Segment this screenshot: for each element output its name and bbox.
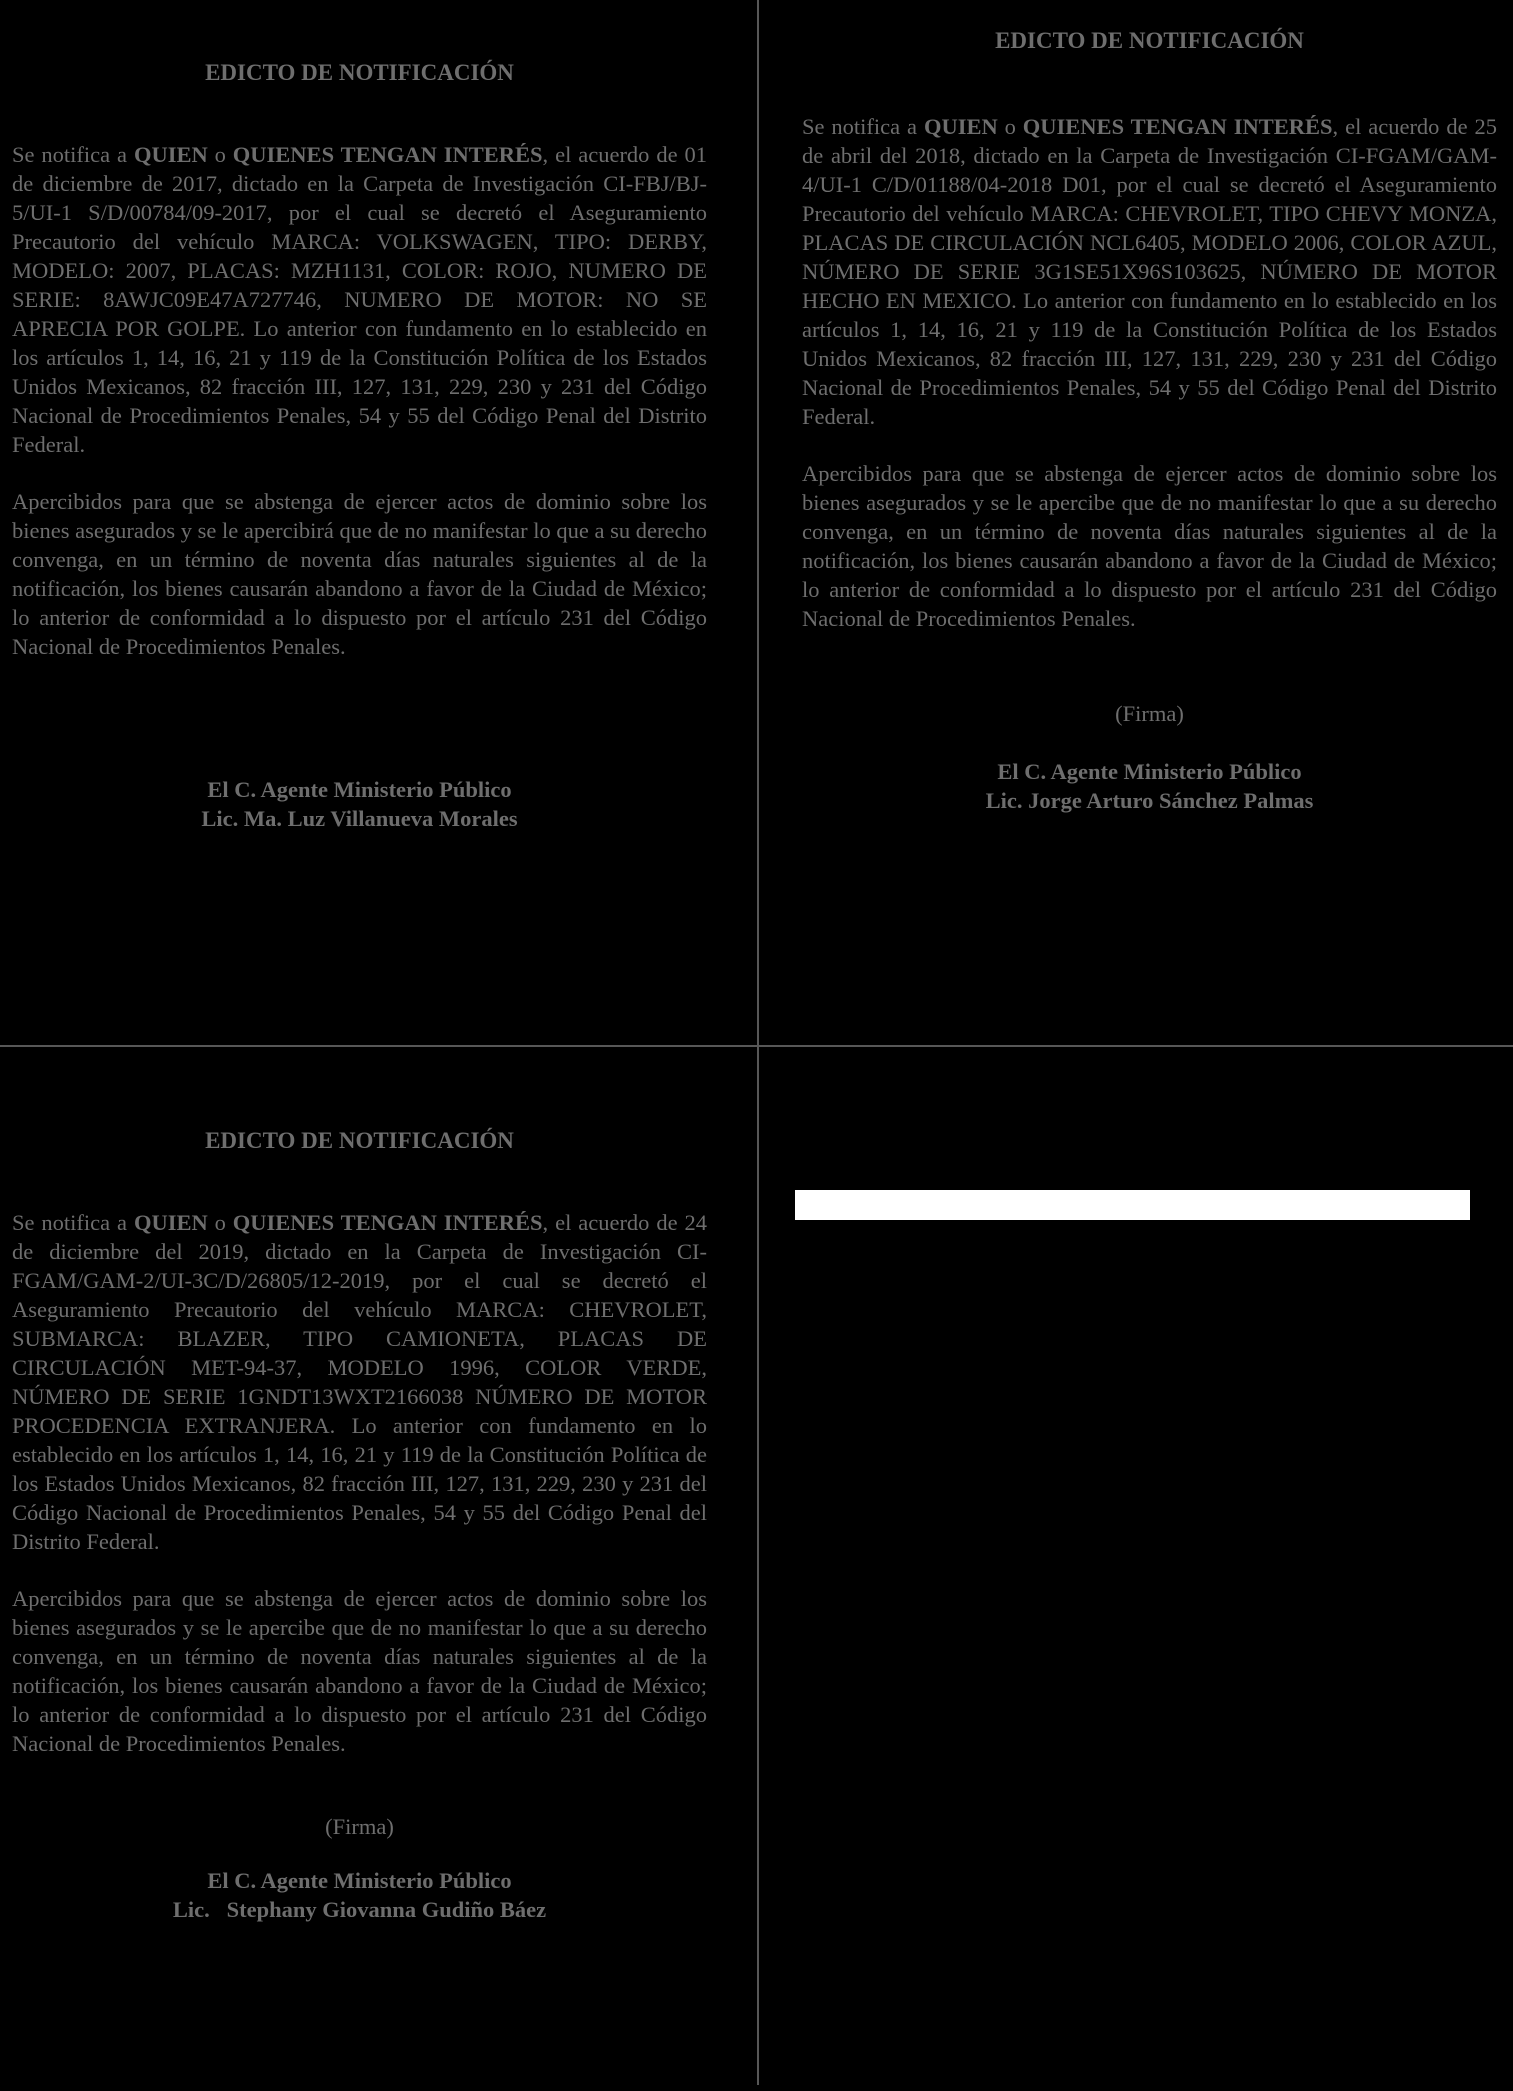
edict-bottom-left [12, 1046, 707, 1924]
signature-name: Lic. Jorge Arturo Sánchez Palmas [985, 788, 1314, 813]
p1-bold-interes: QUIENES TENGAN INTERÉS [232, 142, 543, 167]
firma-label: (Firma) [1115, 701, 1184, 726]
signature-role: El C. Agente Ministerio Público [207, 777, 512, 802]
edict-paragraph-2: Apercibidos para que se abstenga de ejercer actos de dominio sobre los bienes asegurados y se le apercibirá que de no manifestar lo que a su derecho convenga, en un término de noventa días naturales siguientes al de la notificación, los bienes causarán abandono a favor de la Ciudad de México; lo anterior de conformidad a lo dispuesto por el artículo 231 del Código Nacional de Procedimientos Penales. [12, 489, 707, 659]
edict-top-right [802, 0, 1497, 815]
vertical-divider [757, 0, 759, 2085]
p1-rest: , el acuerdo de 24 de diciembre del 2019, dictado en la Carpeta de Investigación CI-FGAM/GAM-2/UI-3C/D/26805/12-2019, por el cual se decretó el Aseguramiento Precautorio del vehículo MARCA: CHEVROLET, SUBMARCA: BLAZER, TIPO CAMIONETA, PLACAS DE CIRCULACIÓN MET-94-37, MODELO 1996, COLOR VERDE, NÚMERO DE SERIE 1GNDT13WXT2166038 NÚMERO DE MOTOR PROCEDENCIA EXTRANJERA. Lo anterior con fundamento en lo establecido en los artículos 1, 14, 16, 21 y 119 de la Constitución Política de los Estados Unidos Mexicanos, 82 fracción III, 127, 131, 229, 230 y 231 del Código Nacional de Procedimientos Penales, 54 y 55 del Código Penal del Distrito Federal. [12, 1210, 707, 1554]
edict-paragraph-2: Apercibidos para que se abstenga de ejercer actos de dominio sobre los bienes asegurados y se le apercibe que de no manifestar lo que a su derecho convenga, en un término de noventa días naturales siguientes al de la notificación, los bienes causarán abandono a favor de la Ciudad de México; lo anterior de conformidad a lo dispuesto por el artículo 231 del Código Nacional de Procedimientos Penales. [802, 461, 1497, 631]
p1-bold-quien: QUIEN [133, 142, 208, 167]
edict-top-left [12, 0, 707, 833]
signature-name: Lic. Ma. Luz Villanueva Morales [201, 806, 518, 831]
p1-rest: , el acuerdo de 25 de abril del 2018, dictado en la Carpeta de Investigación CI-FGAM/GAM-4/UI-1 C/D/01188/04-2018 D01, por el cual se decretó el Aseguramiento Precautorio del vehículo MARCA: CHEVROLET, TIPO CHEVY MONZA, PLACAS DE CIRCULACIÓN NCL6405, MODELO 2006, COLOR AZUL, NÚMERO DE SERIE 3G1SE51X96S103625, NÚMERO DE MOTOR HECHO EN MEXICO. Lo anterior con fundamento en lo establecido en los artículos 1, 14, 16, 21 y 119 de la Constitución Política de los Estados Unidos Mexicanos, 82 fracción III, 127, 131, 229, 230 y 231 del Código Nacional de Procedimientos Penales, 54 y 55 del Código Penal del Distrito Federal. [802, 114, 1497, 429]
firma-label: (Firma) [325, 1814, 394, 1839]
p1-prefix: Se notifica a [802, 114, 924, 139]
edict-paragraph-1 [12, 1208, 707, 1556]
p1-bold-interes: QUIENES TENGAN INTERÉS [1022, 114, 1333, 139]
p1-bold-quien: QUIEN [923, 114, 998, 139]
redaction-bar [795, 1190, 1470, 1220]
edict-paragraph-1 [802, 112, 1497, 431]
p1-prefix: Se notifica a [12, 142, 134, 167]
p1-bold-quien: QUIEN [133, 1210, 208, 1235]
p1-mid: o [997, 114, 1023, 139]
p1-rest: , el acuerdo de 01 de diciembre de 2017, dictado en la Carpeta de Investigación CI-FBJ/BJ-5/UI-1 S/D/00784/09-2017, por el cual se decretó el Aseguramiento Precautorio del vehículo MARCA: VOLKSWAGEN, TIPO: DERBY, MODELO: 2007, PLACAS: MZH1131, COLOR: ROJO, NUMERO DE SERIE: 8AWJC09E47A727746, NUMERO DE MOTOR: NO SE APRECIA POR GOLPE. Lo anterior con fundamento en lo establecido en los artículos 1, 14, 16, 21 y 119 de la Constitución Política de los Estados Unidos Mexicanos, 82 fracción III, 127, 131, 229, 230 y 231 del Código Nacional de Procedimientos Penales, 54 y 55 del Código Penal del Distrito Federal. [12, 142, 707, 457]
p1-bold-interes: QUIENES TENGAN INTERÉS [232, 1210, 543, 1235]
edict-title: EDICTO DE NOTIFICACIÓN [205, 1128, 514, 1153]
edict-paragraph-1 [12, 140, 707, 459]
edict-title: EDICTO DE NOTIFICACIÓN [995, 28, 1304, 53]
signature-role: El C. Agente Ministerio Público [207, 1868, 512, 1893]
edict-title: EDICTO DE NOTIFICACIÓN [205, 60, 514, 85]
p1-prefix: Se notifica a [12, 1210, 134, 1235]
p1-mid: o [207, 142, 233, 167]
signature-role: El C. Agente Ministerio Público [997, 759, 1302, 784]
edict-paragraph-2: Apercibidos para que se abstenga de ejercer actos de dominio sobre los bienes asegurados y se le apercibe que de no manifestar lo que a su derecho convenga, en un término de noventa días naturales siguientes al de la notificación, los bienes causarán abandono a favor de la Ciudad de México; lo anterior de conformidad a lo dispuesto por el artículo 231 del Código Nacional de Procedimientos Penales. [12, 1586, 707, 1756]
signature-name: Lic. Stephany Giovanna Gudiño Báez [172, 1897, 547, 1922]
p1-mid: o [207, 1210, 233, 1235]
